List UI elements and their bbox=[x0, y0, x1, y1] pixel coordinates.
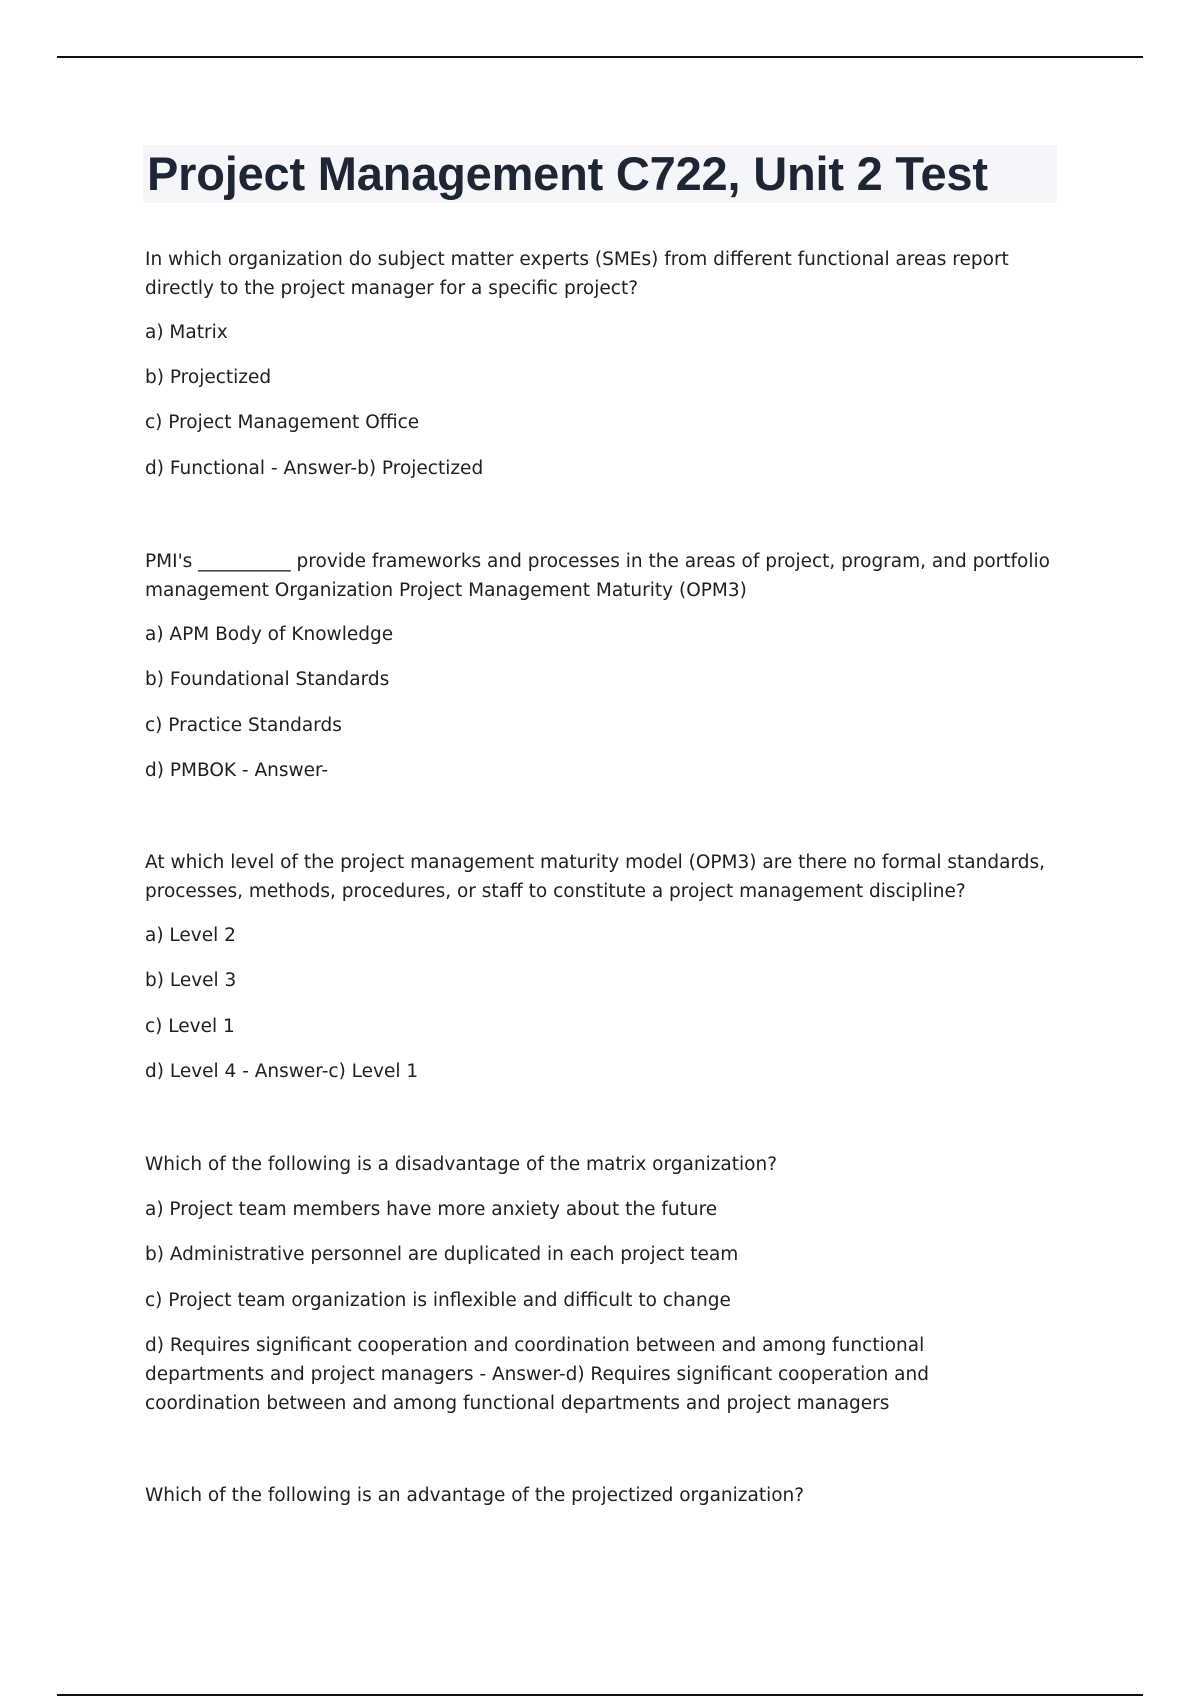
answer-option-a: a) APM Body of Knowledge bbox=[145, 624, 394, 645]
question-block-4 bbox=[145, 1150, 1065, 1414]
answer-option-b: b) Administrative personnel are duplicated in each project team bbox=[145, 1244, 739, 1265]
question-text: Which of the following is an advantage of the projectized organization? bbox=[145, 1485, 805, 1506]
answer-option-c: c) Project team organization is inflexible and difficult to change bbox=[145, 1290, 731, 1311]
question-block-3 bbox=[145, 848, 1065, 1082]
answer-option-b: b) Foundational Standards bbox=[145, 669, 390, 690]
question-text: In which organization do subject matter experts (SMEs) from different functional areas report directly to the project manager for a specific project? bbox=[145, 249, 1009, 299]
question-block-2 bbox=[145, 547, 1065, 781]
bottom-rule bbox=[57, 1694, 1143, 1696]
answer-option-c: c) Project Management Office bbox=[145, 412, 420, 433]
question-text: Which of the following is a disadvantage of the matrix organization? bbox=[145, 1154, 778, 1175]
answer-option-b: b) Projectized bbox=[145, 367, 272, 388]
answer-option-c: c) Level 1 bbox=[145, 1016, 235, 1037]
answer-option-d: d) Requires significant cooperation and coordination between and among functional departments and project managers - Answer-d) Requires significant cooperation and coordination between and among functional departments and project managers bbox=[145, 1335, 929, 1414]
answer-option-b: b) Level 3 bbox=[145, 970, 237, 991]
question-block-5 bbox=[145, 1481, 1065, 1510]
answer-option-a: a) Project team members have more anxiety about the future bbox=[145, 1199, 718, 1220]
answer-option-d: d) Level 4 - Answer-c) Level 1 bbox=[145, 1061, 419, 1082]
question-text: PMI's __________ provide frameworks and processes in the areas of project, program, and portfolio management Organization Project Management Maturity (OPM3) bbox=[145, 551, 1050, 601]
answer-option-d: d) Functional - Answer-b) Projectized bbox=[145, 458, 484, 479]
top-rule bbox=[57, 56, 1143, 58]
page-title: Project Management C722, Unit 2 Test bbox=[147, 147, 988, 200]
question-text: At which level of the project management maturity model (OPM3) are there no formal standards, processes, methods, procedures, or staff to constitute a project management discipline? bbox=[145, 852, 1045, 902]
title-banner bbox=[143, 145, 1057, 203]
answer-option-a: a) Level 2 bbox=[145, 925, 236, 946]
question-block-1 bbox=[145, 245, 1065, 479]
answer-option-c: c) Practice Standards bbox=[145, 715, 342, 736]
answer-option-d: d) PMBOK - Answer- bbox=[145, 760, 329, 781]
answer-option-a: a) Matrix bbox=[145, 322, 228, 343]
